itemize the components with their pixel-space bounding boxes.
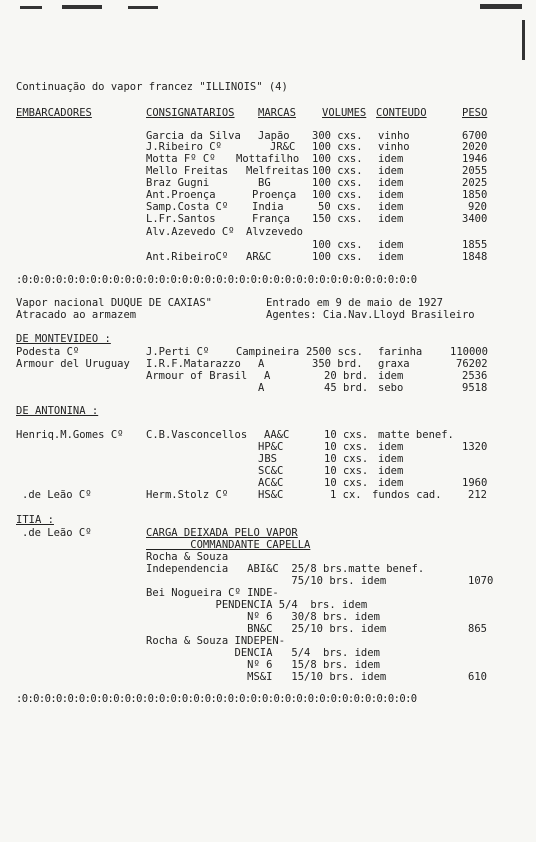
cell-peso: 920: [468, 201, 487, 213]
cell-marca: Campineira: [236, 346, 300, 358]
section-heading: DE MONTEVIDEO :: [16, 333, 111, 345]
cell-consignatario: Alv.Azevedo Cº: [146, 226, 235, 238]
col-embarcadores: EMBARCADORES: [16, 107, 92, 119]
cell-volumes: 1 cx.: [330, 489, 362, 501]
cell-conteudo: vinho: [378, 141, 410, 153]
cell-consignatario: J.Ribeiro Cº: [146, 141, 222, 153]
cell-consignatario: Ant.Proença: [146, 189, 216, 201]
cell-peso: 1946: [462, 153, 488, 165]
cell-peso: 3400: [462, 213, 488, 225]
separator: :0:0:0:0:0:0:0:0:0:0:0:0:0:0:0:0:0:0:0:0:0:0:0:0:0:0:0:0:0:0:0:0:0:0:0: [16, 274, 417, 286]
col-peso: PESO: [462, 107, 488, 119]
cell-conteudo: matte benef.: [378, 429, 454, 441]
cell-embarcador: .de Leão Cº: [22, 527, 92, 539]
cell-volumes: 10 cxs.: [324, 477, 369, 489]
cell-consignatario: C.B.Vasconcellos: [146, 429, 248, 441]
cell-marca: A: [264, 370, 271, 382]
cell-volumes: 50 cxs.: [318, 201, 363, 213]
scan-mark: [522, 20, 525, 60]
cell-peso: 1070: [468, 575, 494, 587]
cell-volumes: 100 cxs.: [312, 177, 363, 189]
cell-peso: 110000: [450, 346, 488, 358]
cell-peso: 1320: [462, 441, 488, 453]
cell-marca: França: [252, 213, 290, 225]
scan-mark: [20, 6, 42, 9]
cell-peso: 9518: [462, 382, 488, 394]
cell-consignatario: Braz Gugni: [146, 177, 210, 189]
cell-volumes: 100 cxs.: [312, 239, 363, 251]
list-item: 75/10 brs. idem: [146, 575, 387, 587]
cell-peso: 1848: [462, 251, 488, 263]
cell-conteudo: idem: [378, 370, 404, 382]
col-consignatarios: CONSIGNATARIOS: [146, 107, 235, 119]
cell-consignatario: Herm.Stolz Cº: [146, 489, 229, 501]
cell-consignatario: Mello Freitas: [146, 165, 229, 177]
cell-conteudo: fundos cad.: [372, 489, 442, 501]
vessel-agents: Agentes: Cia.Nav.Lloyd Brasileiro: [266, 309, 475, 321]
cell-consignatario: I.R.F.Matarazzo: [146, 358, 241, 370]
section-heading: ITIA :: [16, 514, 54, 526]
cell-conteudo: idem: [378, 177, 404, 189]
cell-conteudo: idem: [378, 465, 404, 477]
cell-conteudo: idem: [378, 441, 404, 453]
cell-peso: 2025: [462, 177, 488, 189]
cell-consignatario: Armour of Brasil: [146, 370, 248, 382]
cell-embarcador: Podesta Cº: [16, 346, 80, 358]
col-marcas: MARCAS: [258, 107, 296, 119]
cell-peso: 2055: [462, 165, 488, 177]
cell-peso: 1855: [462, 239, 488, 251]
list-item: Bei Nogueira Cº INDE-: [146, 587, 279, 599]
cell-conteudo: idem: [378, 213, 404, 225]
cell-volumes: 10 cxs.: [324, 465, 369, 477]
cell-marca: SC&C: [258, 465, 284, 477]
cell-peso: 1960: [462, 477, 488, 489]
cell-consignatario: Garcia da Silva: [146, 130, 241, 142]
section-heading: DE ANTONINA :: [16, 405, 99, 417]
cell-marca: JR&C: [270, 141, 296, 153]
cell-volumes: 10 cxs.: [324, 441, 369, 453]
list-item: Independencia ABI&C 25/8 brs.matte benef.: [146, 563, 425, 575]
cell-marca: AA&C: [264, 429, 290, 441]
cell-marca: Proença: [252, 189, 297, 201]
cell-volumes: 100 cxs.: [312, 165, 363, 177]
page-title: Continuação do vapor francez "ILLINOIS" (4): [16, 81, 288, 93]
cell-marca: AC&C: [258, 477, 284, 489]
cell-embarcador: .de Leão Cº: [22, 489, 92, 501]
cell-volumes: 100 cxs.: [312, 251, 363, 263]
cell-embarcador: Armour del Uruguay: [16, 358, 130, 370]
cell-volumes: 150 cxs.: [312, 213, 363, 225]
list-item: DENCIA 5/4 brs. idem: [146, 647, 380, 659]
cell-peso: 2536: [462, 370, 488, 382]
cell-volumes: 10 cxs.: [324, 429, 369, 441]
cell-conteudo: idem: [378, 153, 404, 165]
cell-marca: A: [258, 358, 265, 370]
cell-volumes: 100 cxs.: [312, 189, 363, 201]
cell-volumes: 300 cxs.: [312, 130, 363, 142]
cell-conteudo: idem: [378, 189, 404, 201]
cell-volumes: 10 cxs.: [324, 453, 369, 465]
cell-conteudo: vinho: [378, 130, 410, 142]
list-item: Nº 6 15/8 brs. idem: [146, 659, 380, 671]
cell-volumes: 45 brd.: [324, 382, 369, 394]
cell-consignatario: Motta Fº Cº: [146, 153, 216, 165]
vessel-arrival: Entrado em 9 de maio de 1927: [266, 297, 444, 309]
list-item: Rocha & Souza: [146, 551, 229, 563]
cell-conteudo: sebo: [378, 382, 404, 394]
cell-peso: 212: [468, 489, 487, 501]
cell-volumes: 20 brd.: [324, 370, 369, 382]
vessel-status: Atracado ao armazem: [16, 309, 137, 321]
cell-peso: 610: [468, 671, 487, 683]
cell-conteudo: farinha: [378, 346, 423, 358]
cell-peso: 1850: [462, 189, 488, 201]
list-item: BN&C 25/10 brs. idem: [146, 623, 387, 635]
cell-conteudo: idem: [378, 251, 404, 263]
cell-peso: 865: [468, 623, 487, 635]
list-item: PENDENCIA 5/4 brs. idem: [146, 599, 368, 611]
cell-consignatario: L.Fr.Santos: [146, 213, 216, 225]
cell-volumes: 350 brd.: [312, 358, 363, 370]
cell-conteudo: graxa: [378, 358, 410, 370]
cell-conteudo: idem: [378, 239, 404, 251]
cell-volumes: 100 cxs.: [312, 141, 363, 153]
cell-volumes: 2500 scs.: [306, 346, 363, 358]
cell-marca: Alvzevedo: [246, 226, 303, 238]
cell-marca: Melfreitas: [246, 165, 310, 177]
cell-consignatario: Ant.RibeiroCº: [146, 251, 229, 263]
cell-consignatario: J.Perti Cº: [146, 346, 210, 358]
cell-embarcador: Henriq.M.Gomes Cº: [16, 429, 124, 441]
list-item: Rocha & Souza INDEPEN-: [146, 635, 286, 647]
cell-marca: Mottafilho: [236, 153, 300, 165]
cell-conteudo: idem: [378, 477, 404, 489]
cell-marca: HS&C: [258, 489, 284, 501]
cell-marca: BG: [258, 177, 271, 189]
cell-marca: AR&C: [246, 251, 272, 263]
list-item: MS&I 15/10 brs. idem: [146, 671, 387, 683]
cell-marca: A: [258, 382, 265, 394]
scan-mark: [62, 5, 102, 9]
separator: :0:0:0:0:0:0:0:0:0:0:0:0:0:0:0:0:0:0:0:0:0:0:0:0:0:0:0:0:0:0:0:0:0:0:0: [16, 693, 417, 705]
col-conteudo: CONTEUDO: [376, 107, 427, 119]
cell-conteudo: idem: [378, 453, 404, 465]
cargo-note: COMMANDANTE CAPELLA: [146, 539, 311, 551]
cell-peso: 76202: [456, 358, 488, 370]
cell-marca: Japão: [258, 130, 290, 142]
cell-peso: 6700: [462, 130, 488, 142]
cell-conteudo: idem: [378, 165, 404, 177]
list-item: Nº 6 30/8 brs. idem: [146, 611, 380, 623]
scan-mark: [128, 6, 158, 9]
vessel-name: Vapor nacional DUQUE DE CAXIAS": [16, 297, 212, 309]
cargo-note: CARGA DEIXADA PELO VAPOR: [146, 527, 298, 539]
scan-mark: [480, 4, 522, 9]
col-volumes: VOLUMES: [322, 107, 367, 119]
cell-marca: JBS: [258, 453, 277, 465]
cell-marca: India: [252, 201, 284, 213]
cell-consignatario: Samp.Costa Cº: [146, 201, 229, 213]
cell-conteudo: idem: [378, 201, 404, 213]
cell-volumes: 100 cxs.: [312, 153, 363, 165]
cell-peso: 2020: [462, 141, 488, 153]
cell-marca: HP&C: [258, 441, 284, 453]
